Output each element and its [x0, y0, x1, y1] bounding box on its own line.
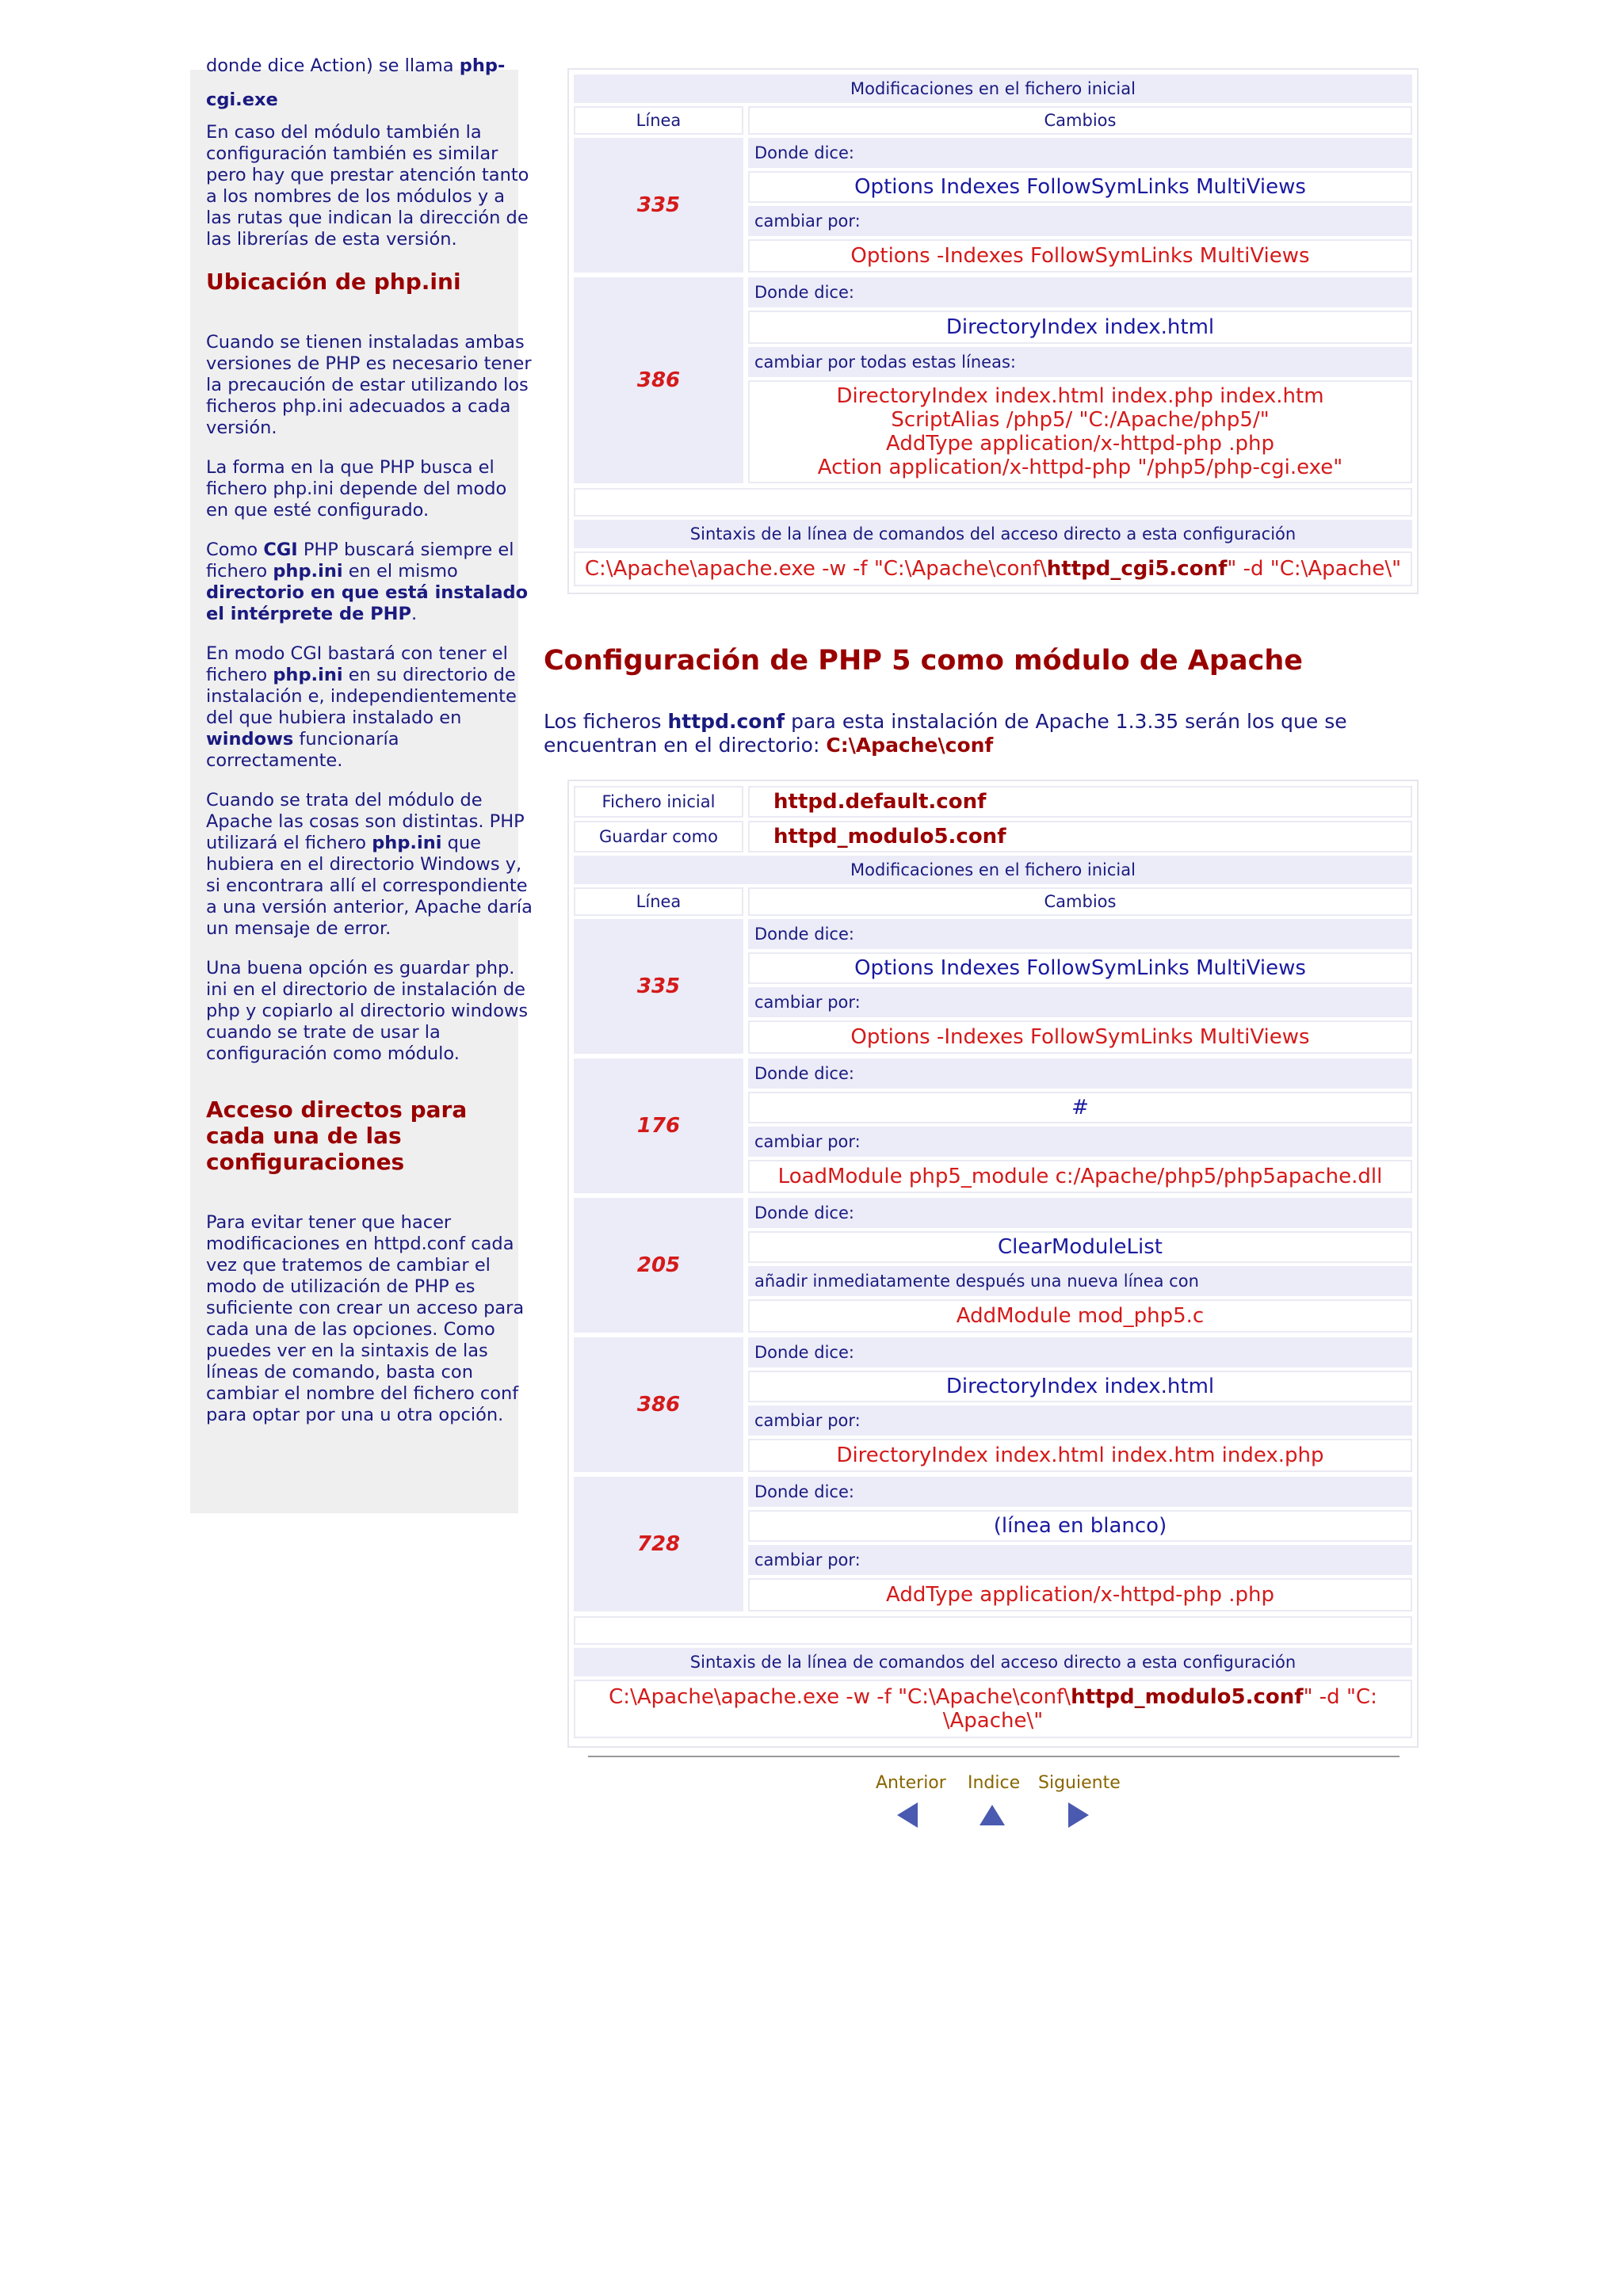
replacement-line: ScriptAlias /php5/ "C:/Apache/php5/"	[891, 408, 1270, 432]
guardar-value: httpd_modulo5.conf	[748, 821, 1412, 852]
change-label: Donde dice:	[748, 919, 1412, 949]
line-number: 205	[574, 1198, 743, 1333]
module-config-table	[567, 780, 1419, 1748]
change-label: cambiar por:	[748, 1545, 1412, 1575]
replacement-line: AddType application/x-httpd-php .php	[748, 1578, 1412, 1611]
sidebar-text: Cuando se trata del módulo de Apache las cosas son distintas. PHP utilizará el fichero	[206, 790, 525, 853]
intro-text: para esta instalación de Apache 1.3.35 serán los que se encuentran en el directorio:	[544, 710, 1347, 757]
fichero-value: httpd.default.conf	[748, 786, 1412, 818]
line-number: 176	[574, 1058, 743, 1193]
sidebar-paragraph	[206, 49, 533, 117]
line-number: 335	[574, 138, 743, 273]
sidebar-bold: php.ini	[372, 833, 442, 853]
replacement-block	[748, 380, 1412, 483]
change-label: cambiar por:	[748, 1405, 1412, 1436]
sidebar-bold: php.ini	[273, 665, 343, 685]
original-line: Options Indexes FollowSymLinks MultiViews	[748, 952, 1412, 984]
table-header: Modificaciones en el fichero inicial	[574, 856, 1412, 884]
guardar-label: Guardar como	[574, 821, 743, 852]
column-header-cambios: Cambios	[748, 106, 1412, 135]
column-header-cambios: Cambios	[748, 887, 1412, 916]
replacement-line: Options -Indexes FollowSymLinks MultiViews	[748, 1020, 1412, 1054]
spacer-row	[574, 1616, 1412, 1645]
intro-text: Los ficheros	[544, 710, 668, 733]
command-text: \Apache\"	[942, 1709, 1044, 1733]
spacer-row	[574, 488, 1412, 517]
heading-acceso: Acceso directos para cada una de las configuraciones	[206, 1097, 468, 1175]
replacement-line: Action application/x-httpd-php "/php5/php-cgi.exe"	[817, 456, 1343, 479]
column-header-linea: Línea	[574, 106, 743, 135]
section-intro	[544, 710, 1431, 757]
change-label: Donde dice:	[748, 1477, 1412, 1507]
syntax-label: Sintaxis de la línea de comandos del acceso directo a esta configuración	[574, 520, 1412, 548]
table-header: Modificaciones en el fichero inicial	[574, 74, 1412, 103]
sidebar-paragraph: La forma en la que PHP busca el fichero php.ini depende del modo en que esté configurado.	[206, 457, 507, 521]
sidebar-text: funcionaría correctamente.	[206, 729, 399, 771]
command-text: C:\Apache\apache.exe -w -f "C:\Apache\conf\	[609, 1685, 1071, 1709]
change-label: Donde dice:	[748, 138, 1412, 168]
change-label: Donde dice:	[748, 1058, 1412, 1089]
sidebar-text: que hubiera en el directorio Windows y, si encontrara allí el correspondiente a una versión anterior, Apache daría un mensaje de error.	[206, 833, 533, 939]
change-label: cambiar por:	[748, 1127, 1412, 1157]
replacement-line: AddModule mod_php5.c	[748, 1299, 1412, 1333]
change-label: añadir inmediatamente después una nueva línea con	[748, 1266, 1412, 1296]
fichero-label: Fichero inicial	[574, 786, 743, 818]
divider	[588, 1756, 1400, 1757]
change-label: Donde dice:	[748, 1337, 1412, 1367]
sidebar-bold: php-cgi.exe	[206, 55, 506, 110]
change-label: Donde dice:	[748, 277, 1412, 307]
sidebar-text: en su directorio de instalación e, independientemente del que hubiera instalado en	[206, 665, 517, 728]
command-conf-file: httpd_modulo5.conf	[1071, 1685, 1304, 1709]
right-arrow-icon[interactable]	[1067, 1802, 1090, 1829]
line-number: 335	[574, 919, 743, 1054]
heading-ubicacion: Ubicación de php.ini	[206, 269, 461, 295]
sidebar-text: PHP buscará siempre el fichero	[206, 540, 514, 582]
sidebar-text: Como	[206, 540, 264, 560]
replacement-line: DirectoryIndex index.html index.htm index.php	[748, 1439, 1412, 1472]
command-text: C:\Apache\apache.exe -w -f "C:\Apache\conf\	[584, 557, 1047, 581]
column-header-linea: Línea	[574, 887, 743, 916]
nav-siguiente-link[interactable]: Siguiente	[1038, 1773, 1121, 1793]
replacement-line: LoadModule php5_module c:/Apache/php5/php5apache.dll	[748, 1160, 1412, 1193]
intro-directory: C:\Apache\conf	[826, 734, 994, 757]
change-label: cambiar por:	[748, 206, 1412, 236]
sidebar-bold: php.ini	[273, 561, 343, 582]
sidebar-paragraph: Cuando se tienen instaladas ambas versiones de PHP es necesario tener la precaución de estar utilizando los ficheros php.ini adecuados a cada versión.	[206, 332, 532, 438]
command-line	[574, 551, 1412, 586]
sidebar-text: .	[411, 604, 418, 624]
sidebar-paragraph: En caso del módulo también la configuración también es similar pero hay que prestar atención tanto a los nombres de los módulos y a las rutas que indican la dirección de las librerías de esta versión.	[206, 122, 529, 250]
sidebar-paragraph: Una buena opción es guardar php. ini en el directorio de instalación de php y copiarlo al directorio windows cuando se trate de usar la configuración como módulo.	[206, 958, 529, 1064]
intro-bold: httpd.conf	[667, 710, 785, 733]
sidebar	[206, 49, 533, 1444]
change-label: cambiar por todas estas líneas:	[748, 347, 1412, 377]
sidebar-paragraph	[206, 790, 533, 940]
line-number: 728	[574, 1477, 743, 1611]
command-text: " -d "C:	[1303, 1685, 1377, 1709]
section-title: Configuración de PHP 5 como módulo de Apache	[544, 645, 1303, 677]
original-line: DirectoryIndex index.html	[748, 1371, 1412, 1402]
replacement-line: Options -Indexes FollowSymLinks MultiViews	[748, 239, 1412, 273]
change-label: Donde dice:	[748, 1198, 1412, 1228]
replacement-line: AddType application/x-httpd-php .php	[885, 432, 1275, 456]
syntax-label: Sintaxis de la línea de comandos del acceso directo a esta configuración	[574, 1648, 1412, 1676]
line-number: 386	[574, 277, 743, 483]
original-line: Options Indexes FollowSymLinks MultiViews	[748, 171, 1412, 203]
left-arrow-icon[interactable]	[896, 1802, 919, 1829]
line-number: 386	[574, 1337, 743, 1472]
command-text: " -d "C:\Apache\"	[1227, 557, 1402, 581]
command-line	[574, 1680, 1412, 1738]
nav-indice-link[interactable]: Indice	[968, 1773, 1021, 1793]
sidebar-text: en el mismo	[342, 561, 458, 582]
original-line: ClearModuleList	[748, 1231, 1412, 1263]
sidebar-bold: CGI	[263, 540, 298, 560]
original-line: (línea en blanco)	[748, 1510, 1412, 1542]
sidebar-paragraph	[206, 643, 533, 772]
sidebar-bold: directorio en que está instalado el intérprete de PHP	[206, 582, 529, 624]
sidebar-text: En modo CGI bastará con tener el fichero	[206, 643, 508, 685]
sidebar-text: donde dice Action) se llama	[206, 55, 460, 76]
command-conf-file: httpd_cgi5.conf	[1046, 557, 1228, 581]
up-arrow-icon[interactable]	[978, 1803, 1006, 1827]
original-line: #	[748, 1092, 1412, 1123]
replacement-line: DirectoryIndex index.html index.php index.htm	[836, 384, 1324, 408]
nav-anterior-link[interactable]: Anterior	[876, 1773, 946, 1793]
original-line: DirectoryIndex index.html	[748, 311, 1412, 344]
cgi-config-table	[567, 68, 1419, 594]
sidebar-paragraph: Para evitar tener que hacer modificaciones en httpd.conf cada vez que tratemos de cambiar el modo de utilización de PHP es suficiente con crear un acceso para cada una de las opciones. Como puedes ver en la sintaxis de las líneas de comando, basta con cambiar el nombre del fichero conf para optar por una u otra opción.	[206, 1212, 525, 1425]
change-label: cambiar por:	[748, 987, 1412, 1017]
sidebar-paragraph	[206, 540, 533, 625]
sidebar-bold: windows	[206, 729, 294, 749]
